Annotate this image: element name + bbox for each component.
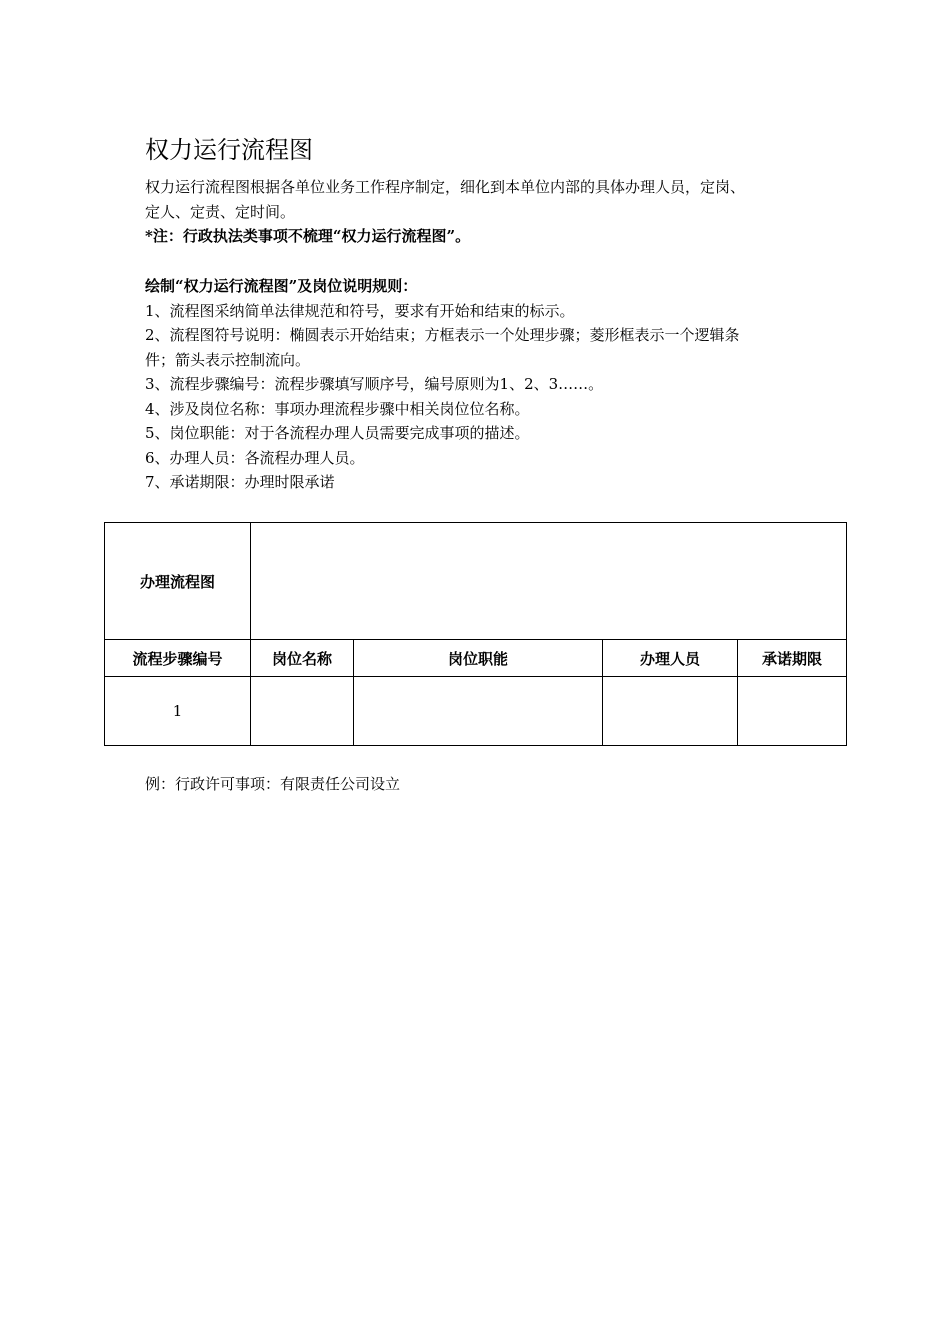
header-position-name: 岗位名称 xyxy=(251,640,354,677)
header-handler: 办理人员 xyxy=(603,640,738,677)
rule-item: 1、流程图采纳简单法律规范和符号，要求有开始和结束的标示。 xyxy=(145,301,575,320)
cell-deadline xyxy=(738,677,847,746)
page-title: 权力运行流程图 xyxy=(145,136,313,164)
rule-item: 7、承诺期限：办理时限承诺 xyxy=(145,473,335,491)
note-text: *注：行政执法类事项不梳理“权力运行流程图”。 xyxy=(145,227,471,245)
cell-position-function xyxy=(354,677,603,746)
cell-step-number: 1 xyxy=(105,677,251,746)
table-row xyxy=(105,677,847,746)
rule-item: 3、流程步骤编号：流程步骤填写顺序号，编号原则为1、2、3……。 xyxy=(145,375,604,393)
cell-position-name xyxy=(251,677,354,746)
header-step-number: 流程步骤编号 xyxy=(105,640,251,677)
rules-section xyxy=(145,274,825,495)
rule-item: 5、岗位职能：对于各流程办理人员需要完成事项的描述。 xyxy=(145,424,530,442)
table-header-row xyxy=(105,640,847,677)
rule-item: 6、办理人员：各流程办理人员。 xyxy=(145,448,365,467)
intro-line: 定人、定责、定时间。 xyxy=(145,202,296,221)
flowchart-area xyxy=(251,523,847,640)
rule-item: 4、涉及岗位名称：事项办理流程步骤中相关岗位位名称。 xyxy=(145,399,530,418)
rule-item: 件；箭头表示控制流向。 xyxy=(145,350,311,369)
process-table xyxy=(104,522,847,746)
example-text: 例：行政许可事项：有限责任公司设立 xyxy=(145,775,401,793)
flowchart-row xyxy=(105,523,847,640)
rules-heading: 绘制“权力运行流程图”及岗位说明规则： xyxy=(145,277,418,295)
intro-section xyxy=(145,175,825,249)
cell-handler xyxy=(603,677,738,746)
rule-item: 2、流程图符号说明：椭圆表示开始结束；方框表示一个处理步骤；菱形框表示一个逻辑条 xyxy=(145,326,740,344)
header-deadline: 承诺期限 xyxy=(738,640,847,677)
header-position-function: 岗位职能 xyxy=(354,640,603,677)
intro-line: 权力运行流程图根据各单位业务工作程序制定，细化到本单位内部的具体办理人员，定岗、 xyxy=(145,178,746,196)
flowchart-label: 办理流程图 xyxy=(105,523,251,640)
